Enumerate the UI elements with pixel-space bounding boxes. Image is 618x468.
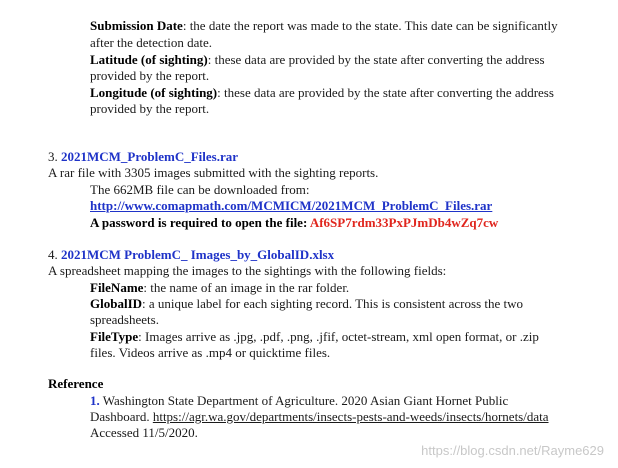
- item4-heading: [48, 247, 334, 263]
- item3-number: 3.: [48, 149, 61, 164]
- reference-accessed: Accessed 11/5/2020.: [90, 425, 198, 440]
- submission-date-line-1: [90, 18, 558, 34]
- item3-title: 2021MCM_ProblemC_Files.rar: [61, 149, 239, 164]
- filetype-line-2: files. Videos arrive as .mp4 or quicktime files.: [90, 345, 331, 360]
- item3-description: A rar file with 3305 images submitted with the sighting reports.: [48, 165, 379, 180]
- filename-label: FileName: [90, 280, 144, 295]
- filetype-text: : Images arrive as .jpg, .pdf, .png, .jfif, octet-stream, xml open format, or .zip: [138, 329, 539, 344]
- watermark: https://blog.csdn.net/Rayme629: [421, 443, 604, 458]
- latitude-label: Latitude (of sighting): [90, 52, 208, 67]
- item4-number: 4.: [48, 247, 61, 262]
- filename-line: [90, 280, 349, 296]
- reference-heading-text: Reference: [48, 376, 104, 391]
- latitude-line-2: provided by the report.: [90, 68, 210, 83]
- download-url-link[interactable]: http://www.comapmath.com/MCMICM/2021MCM_ProblemC_Files.rar: [90, 198, 493, 213]
- reference-line-1: [90, 393, 508, 409]
- globalid-label: GlobalID: [90, 296, 143, 311]
- longitude-line-2: provided by the report.: [90, 101, 210, 116]
- password-label: A password is required to open the file:: [90, 215, 310, 230]
- longitude-line-1: [90, 85, 554, 101]
- filename-text: : the name of an image in the rar folder.: [143, 280, 350, 295]
- item3-heading: [48, 149, 238, 165]
- reference-url-link[interactable]: https://agr.wa.gov/departments/insects-pests-and-weeds/insects/hornets/data: [152, 409, 549, 424]
- globalid-line-1: [90, 296, 523, 312]
- globalid-line-2: spreadsheets.: [90, 312, 159, 327]
- item3-download-link[interactable]: [90, 198, 492, 214]
- reference-heading: [48, 376, 103, 392]
- submission-date-line-2: after the detection date.: [90, 35, 212, 50]
- filetype-label: FileType: [90, 329, 139, 344]
- latitude-line-1: [90, 52, 545, 68]
- reference-line-2: [90, 409, 549, 425]
- filetype-line-1: [90, 329, 539, 345]
- reference-dashboard-prefix: Dashboard.: [90, 409, 153, 424]
- reference-number: 1.: [90, 393, 100, 408]
- submission-date-text: : the date the report was made to the state. This date can be significantly: [182, 18, 558, 33]
- item3-password-line: [90, 215, 498, 231]
- item3-download-text: The 662MB file can be downloaded from:: [90, 182, 310, 197]
- password-value: Af6SP7rdm33PxPJmDb4wZq7cw: [309, 215, 499, 230]
- reference-text: Washington State Department of Agriculture. 2020 Asian Giant Hornet Public: [99, 393, 509, 408]
- latitude-text: : these data are provided by the state after converting the address: [207, 52, 545, 67]
- submission-date-label: Submission Date: [90, 18, 183, 33]
- item4-description: A spreadsheet mapping the images to the sightings with the following fields:: [48, 263, 447, 278]
- globalid-text: : a unique label for each sighting record. This is consistent across the two: [142, 296, 524, 311]
- longitude-label: Longitude (of sighting): [90, 85, 218, 100]
- longitude-text: : these data are provided by the state after converting the address: [217, 85, 554, 100]
- item4-title: 2021MCM ProblemC_ Images_by_GlobalID.xlsx: [61, 247, 335, 262]
